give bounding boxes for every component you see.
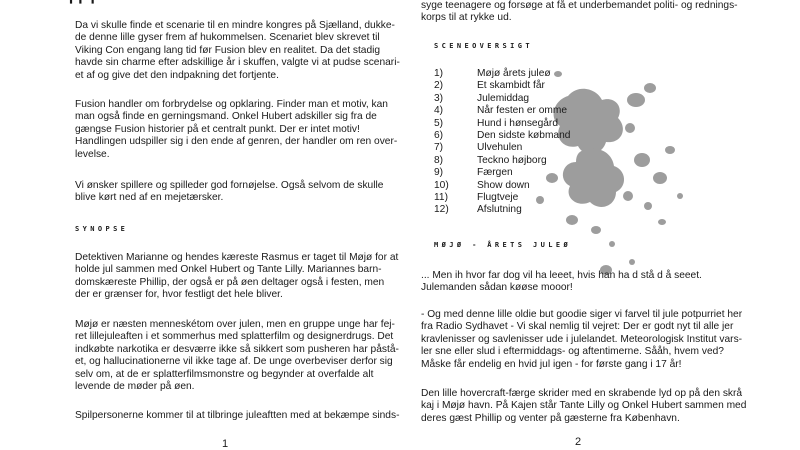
- synopsis-line: Spilpersonerne kommer til at tilbringe juleaftten med at bekæmpe sinds-: [75, 410, 400, 421]
- intro-line: levelse.: [75, 148, 110, 160]
- scene-overview-heading: SCENEOVERSIGT: [434, 42, 533, 50]
- synopsis-line: ret lillejuleaften i et sommerhus med splatterfilm og designerdrugs. Det: [75, 331, 394, 343]
- scene-list: 1) Møjø årets juleø 2) Et skambidt får 3) Julemiddag 4) Når festen er omme 5) Hund i hønsegård 6) Den sidste købmand 7) Ulvehulen 8) Teckno højborg 9) Færgen 10) Show down 11) Flugtveje 12) Afslutning: [434, 68, 571, 216]
- synopsis-line: indkøbte narkotika er desværre ikke så sikkert som pusheren har påstå-: [75, 343, 399, 355]
- synopsis-heading: SYNOPSE: [75, 225, 129, 233]
- synopsis-line: Detektiven Marianne og hendes kæreste Rasmus er taget til Møjø for at: [75, 252, 399, 263]
- synopsis-line: levende de møder på øen.: [75, 381, 195, 392]
- synopsis-line: der er grænser for, hvor festligt det hele bliver.: [75, 289, 283, 301]
- synopsis-line: domskæreste Phillip, der også er på øen deltager også i festen, men: [75, 276, 385, 288]
- synopsis-line: selv om, at de er splatterfilmsmonstre og begynder at overfalde alt: [75, 368, 374, 380]
- body-line: Den lille hovercraft-færge skrider med en skrabende lyd op på den skrå: [421, 388, 743, 399]
- intro-line: Handlingen udspiller sig i den ende af genren, der handler om ren over-: [75, 136, 398, 148]
- intro-line: gængse Fusion historier på et centralt punkt. Der er intet motiv!: [75, 123, 360, 135]
- intro-line: Fusion handler om forbrydelse og opklaring. Finder man et motiv, kan: [75, 99, 388, 110]
- body-line: - Og med denne lille oldie but goodie siger vi farvel til jule potpurriet her: [421, 309, 743, 320]
- body-line: Måske får endelig en hvid jul igen - for første gang i 17 år!: [421, 358, 682, 370]
- body-line: kravlenisser og savlenisser ude i julelandet. Meteorologisk Institut vars-: [421, 333, 743, 345]
- body-line: fra Radio Sydhavet - Vi skal nemlig til vejret: Der er godt nyt til alle jer: [421, 321, 734, 333]
- intro-line: blive kørt ned af en mejetærsker.: [75, 192, 224, 204]
- right-page: [400, 0, 800, 450]
- cropped-heading-fragment: ▘▝ ▘: [70, 0, 99, 8]
- body-line: korps til at rykke ud.: [421, 12, 512, 24]
- body-line: syge teenagere og forsøge at få et underbemandet politi- og rednings-: [421, 0, 738, 11]
- body-line: kaj i Møjø havn. På Kajen står Tante Lilly og Onkel Hubert sammen med: [421, 400, 747, 412]
- intro-line: Viking Con engang lang tid før Fusion blev en realitet. Da det stadig: [75, 44, 381, 56]
- section-heading: MØJØ - ÅRETS JULEØ: [434, 241, 572, 249]
- intro-line: Vi ønsker spillere og spilleder god fornøjelse. Også selvom de skulle: [75, 180, 384, 191]
- page-number: 2: [575, 436, 582, 448]
- synopsis-line: holde jul sammen med Onkel Hubert og Tante Lilly. Mariannes barn-: [75, 264, 382, 276]
- intro-line: de denne lille gyser frem af hukommelsen. Scenariet blev skrevet til: [75, 32, 380, 44]
- synopsis-line: et, og hallucinationerne vil ikke tage af. De unge overbeviser derfor sig: [75, 356, 393, 368]
- intro-line: et af og give det den indpakning det fortjente.: [75, 69, 279, 81]
- body-line: deres gæst Phillip og venter på gæsterne fra København.: [421, 412, 680, 424]
- intro-line: Da vi skulle finde et scenarie til en mindre kongres på Sjælland, dukke-: [75, 20, 395, 31]
- synopsis-line: Møjø er næsten menneskétom over julen, men en gruppe unge har fej-: [75, 319, 395, 330]
- body-line: ... Men ih hvor far dog vil ha leeet, hvis han ha d stå d å seeet.: [421, 270, 702, 281]
- body-line: Julemanden sådan køøse mooor!: [421, 282, 573, 294]
- page-number: 1: [222, 438, 229, 450]
- intro-line: man også finde en gerningsmand. Onkel Hubert adskiller sig fra de: [75, 111, 377, 123]
- body-line: ler sne eller slud i eftermiddags- og aftentimerne. Sååh, hvem ved?: [421, 346, 724, 358]
- intro-line: havde sin charme efter adskillige år i skuffen, valgte vi at pudse scenari-: [75, 57, 400, 69]
